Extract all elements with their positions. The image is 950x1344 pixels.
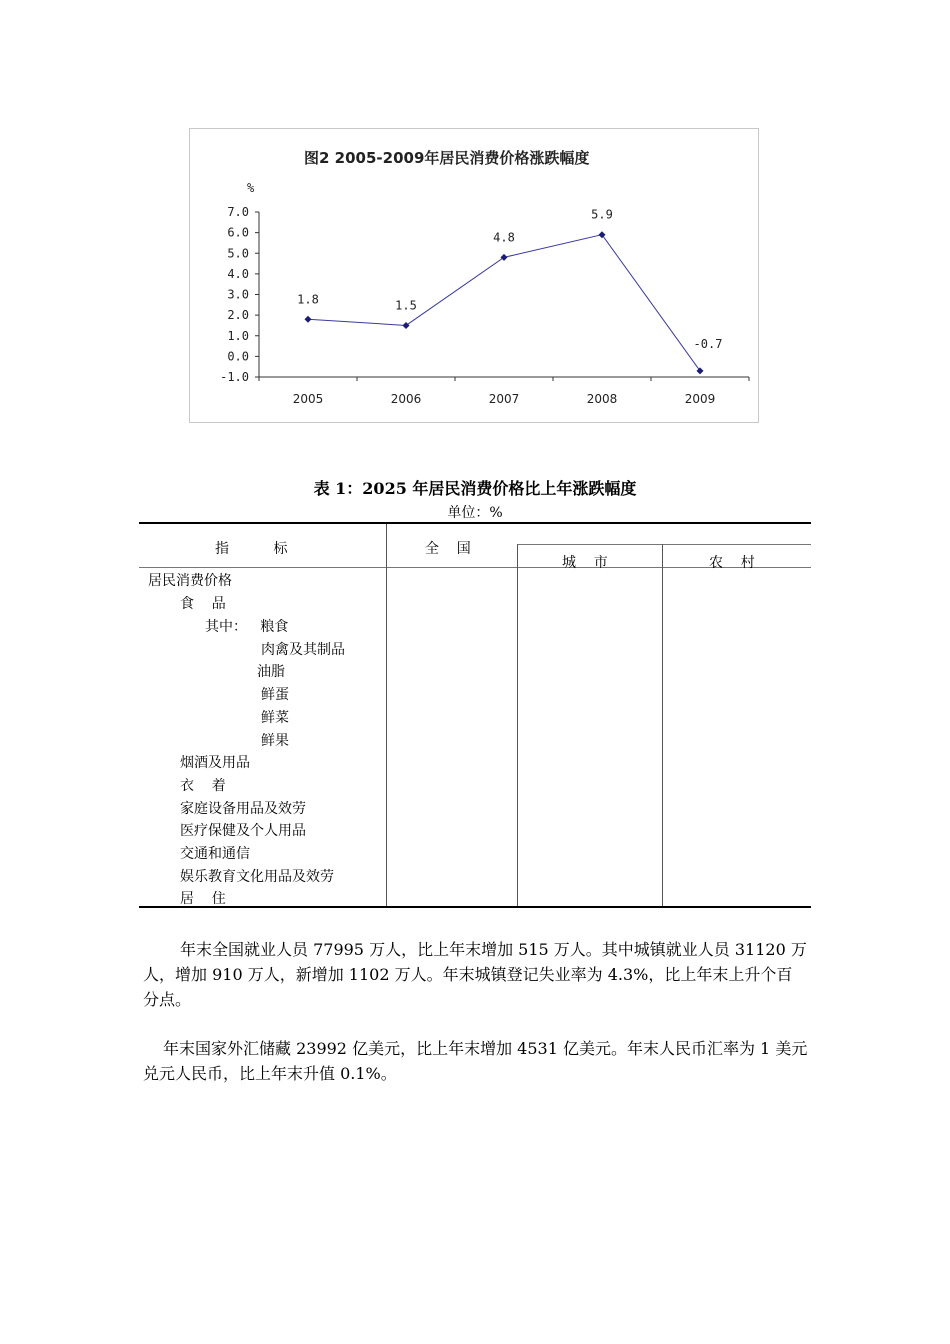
y-tick-label: 5.0 bbox=[227, 246, 249, 261]
chart-title: 图2 2005-2009年居民消费价格涨跌幅度 bbox=[304, 149, 590, 167]
data-label: 5.9 bbox=[591, 207, 613, 222]
data-point-marker bbox=[501, 254, 508, 261]
series-points bbox=[305, 231, 704, 374]
row-label-fruit: 鲜果 bbox=[261, 733, 289, 749]
y-tick-label: 6.0 bbox=[227, 225, 249, 240]
y-tick-label: 7.0 bbox=[227, 205, 249, 219]
row-label-cpi: 居民消费价格 bbox=[148, 573, 232, 589]
row-label-grain: 其中： 粮食 bbox=[205, 619, 289, 635]
y-tick-label: 1.0 bbox=[227, 328, 249, 343]
data-labels bbox=[297, 208, 722, 351]
data-point-marker bbox=[305, 316, 312, 323]
data-label: 1.8 bbox=[297, 292, 319, 307]
y-tick-label: 4.0 bbox=[227, 266, 249, 281]
x-category-label: 2008 bbox=[586, 392, 618, 406]
row-label-meat: 肉禽及其制品 bbox=[261, 642, 345, 658]
y-tick-label: 0.0 bbox=[227, 349, 249, 364]
data-point-marker bbox=[599, 231, 606, 238]
data-point-marker bbox=[403, 322, 410, 329]
row-label-vegetables: 鲜菜 bbox=[261, 710, 289, 726]
header-rural: 农 村 bbox=[709, 555, 755, 571]
price-change-table bbox=[139, 522, 811, 908]
row-label-tobacco: 烟酒及用品 bbox=[180, 755, 250, 771]
employment-paragraph: 年末全国就业人员 77995 万人，比上年末增加 515 万人。其中城镇就业人员 31120 万人，增加 910 万人，新增加 1102 万人。年末城镇登记失业率为 4.3%，比上年末上升个百分点。 bbox=[143, 940, 807, 1009]
x-category-label: 2005 bbox=[292, 392, 324, 406]
data-label: -0.7 bbox=[693, 336, 723, 351]
row-label-eggs: 鲜蛋 bbox=[261, 687, 289, 703]
table-top-rule bbox=[139, 522, 811, 524]
row-label-transport: 交通和通信 bbox=[180, 846, 250, 862]
col-divider-national bbox=[517, 544, 518, 906]
data-point-marker bbox=[697, 367, 704, 374]
table-title: 表 1：2025 年居民消费价格比上年涨跌幅度 bbox=[313, 479, 637, 498]
row-label-food: 食 品 bbox=[180, 596, 226, 612]
x-category-label: 2009 bbox=[684, 392, 716, 406]
x-category-label: 2006 bbox=[390, 392, 422, 406]
forex-paragraph: 年末国家外汇储藏 23992 亿美元，比上年末增加 4531 亿美元。年末人民币汇率为 1 美元兑元人民币，比上年末升值 0.1%。 bbox=[143, 1039, 808, 1083]
header-national: 全 国 bbox=[425, 541, 471, 557]
y-tick-label: 2.0 bbox=[227, 308, 249, 323]
header-urban: 城 市 bbox=[562, 555, 608, 571]
y-unit-label: % bbox=[247, 181, 255, 195]
row-label-clothing: 衣 着 bbox=[180, 778, 226, 794]
row-label-health: 医疗保健及个人用品 bbox=[180, 823, 306, 839]
table-bottom-rule bbox=[139, 906, 811, 908]
row-label-education: 娱乐教育文化用品及效劳 bbox=[180, 869, 334, 885]
col-divider-indicator bbox=[386, 524, 387, 906]
y-tick-label: 3.0 bbox=[227, 287, 249, 302]
table-unit: 单位：% bbox=[447, 505, 503, 521]
y-tick-labels bbox=[220, 205, 249, 384]
header-indicator: 指 标 bbox=[215, 541, 288, 557]
data-label: 1.5 bbox=[395, 298, 417, 313]
row-label-household: 家庭设备用品及效劳 bbox=[180, 801, 306, 817]
row-label-oil: 油脂 bbox=[257, 664, 285, 680]
chart-canvas bbox=[190, 129, 760, 424]
row-label-housing: 居 住 bbox=[180, 891, 226, 907]
y-tick-label: -1.0 bbox=[220, 370, 249, 384]
x-category-label: 2007 bbox=[488, 392, 520, 406]
col-divider-urban bbox=[662, 544, 663, 906]
x-category-labels bbox=[293, 392, 716, 406]
data-label: 4.8 bbox=[493, 230, 515, 245]
subheader-rule bbox=[517, 544, 811, 545]
figure-2-chart bbox=[189, 128, 759, 423]
